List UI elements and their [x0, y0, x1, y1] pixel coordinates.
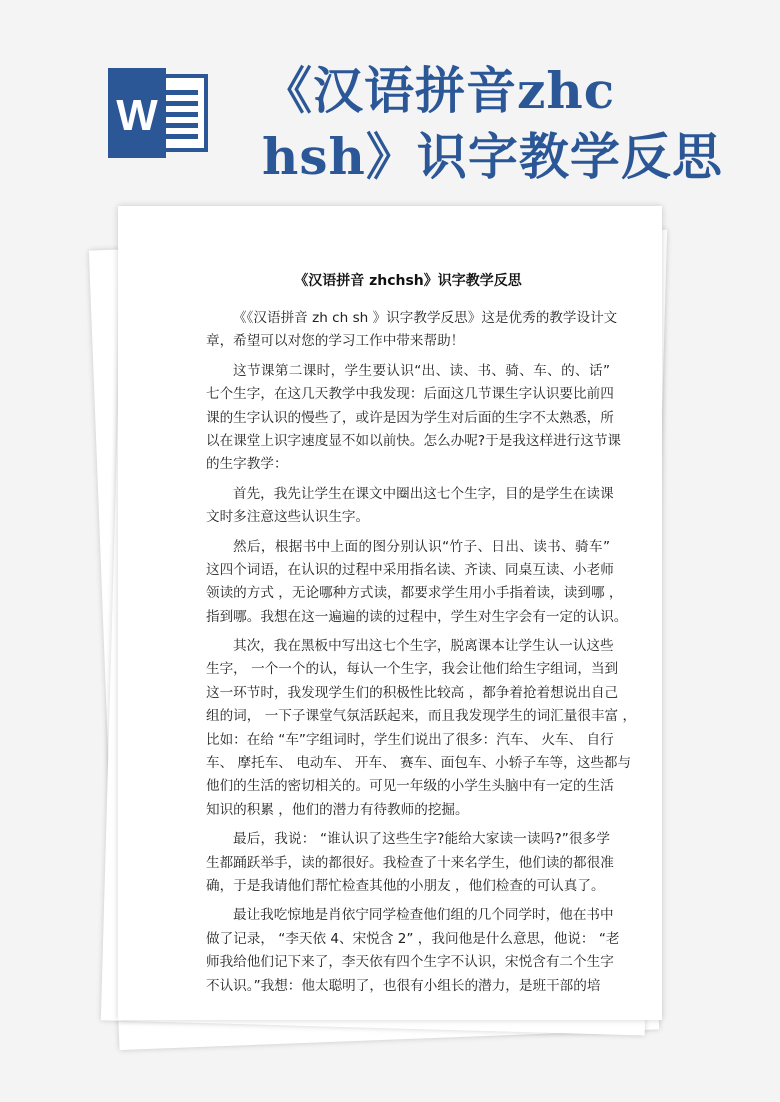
text-line: 首先，我先让学生在课文中圈出这七个生字，目的是学生在读课 [233, 485, 614, 502]
heading-line: hsh》识字教学反思 [262, 127, 723, 186]
text-line: 领读的方式 ，无论哪种方式读，都要求学生用小手指着读，读到哪 ， [206, 585, 623, 602]
text-line: 最后，我说： “谁认识了这些生字?能给大家读一读吗?”很多学 [233, 831, 610, 848]
paragraph [206, 904, 620, 998]
text-line: 课的生字认识的慢些了，或许是因为学生对后面的生字不太熟悉，所 [206, 409, 614, 426]
document-page [118, 206, 662, 1020]
text-line: 这一环节时，我发现学生们的积极性比较高 ，都争着抢着想说出自己 [206, 684, 619, 701]
text-line: 《《汉语拼音 zh ch sh 》识字教学反思》这是优秀的教学设计文 [233, 310, 618, 326]
text-line: 然后，根据书中上面的图分别认识“竹子、日出、读书、骑车” [233, 538, 610, 555]
text-line: 知识的积累 ，他们的潜力有待教师的挖掘。 [206, 801, 469, 818]
text-line: 最让我吃惊地是肖依宁同学检查他们组的几个同学时，他在书中 [233, 907, 614, 924]
paragraph [206, 635, 637, 822]
paragraph [206, 307, 618, 354]
text-line: 不认识。”我想：他太聪明了，也很有小组长的潜力，是班干部的培 [206, 977, 601, 994]
paragraph [206, 360, 622, 477]
text-line: 的生字教学： [206, 456, 288, 473]
text-line: 以在课堂上识字速度显不如以前快。怎么办呢?于是我这样进行这节课 [206, 432, 622, 449]
text-line: 生都踊跃举手，读的都很好。我检查了十来名学生，他们读的都很准 [206, 854, 614, 871]
text-line: 其次，我在黑板中写出这七个生字，脱离课本让学生认一认这些 [233, 638, 614, 655]
page-title: 《汉语拼音 zhchsh》识字教学反思 [294, 273, 522, 289]
text-line: 这四个词语，在认识的过程中采用指名读、齐读、同桌互读、小老师 [206, 561, 614, 578]
text-line: 文时多注意这些认识生字。 [206, 509, 370, 526]
text-line: 指到哪。我想在这一遍遍的读的过程中，学生对生字会有一定的认识。 [206, 608, 628, 625]
text-line: 做了记录， “李天依 4、宋悦含 2” ，我问他是什么意思，他说： “老 [206, 930, 620, 947]
paragraph [206, 536, 628, 630]
paragraph [206, 828, 614, 898]
text-line: 他们的生活的密切相关的。可见一年级的小学生头脑中有一定的生活 [206, 778, 614, 795]
text-line: 组的词， 一下子课堂气氛活跃起来，而且我发现学生的词汇量很丰富 ， [206, 708, 637, 725]
text-line: 确，于是我请他们帮忙检查其他的小朋友 ，他们检查的可认真了。 [206, 877, 605, 894]
text-line: 七个生字，在这几天教学中我发现：后面这几节课生字认识要比前四 [206, 386, 614, 403]
text-line: 车、 摩托车、 电动车、 开车、 赛车、面包车、小轿子车等，这些都与 [206, 755, 632, 772]
text-line: 这节课第二课时，学生要认识“出、读、书、骑、车、的、话” [233, 362, 610, 379]
paragraph [206, 483, 614, 530]
document-heading [262, 58, 742, 190]
svg-text:W: W [116, 91, 158, 140]
text-line: 师我给他们记下来了，李天依有四个生字不认识，宋悦含有二个生字 [206, 954, 614, 971]
word-icon [108, 68, 208, 158]
heading-line: 《汉语拼音zhc [262, 61, 616, 120]
text-line: 比如：在给 “车”字组词时，学生们说出了很多：汽车、 火车、 自行 [206, 731, 614, 748]
text-line: 生字， 一个一个的认，每认一个生字，我会让他们给生字组词，当到 [206, 661, 619, 678]
word-document-icon [108, 68, 208, 158]
text-line: 章，希望可以对您的学习工作中带来帮助！ [206, 333, 465, 350]
document-content [206, 270, 637, 1004]
